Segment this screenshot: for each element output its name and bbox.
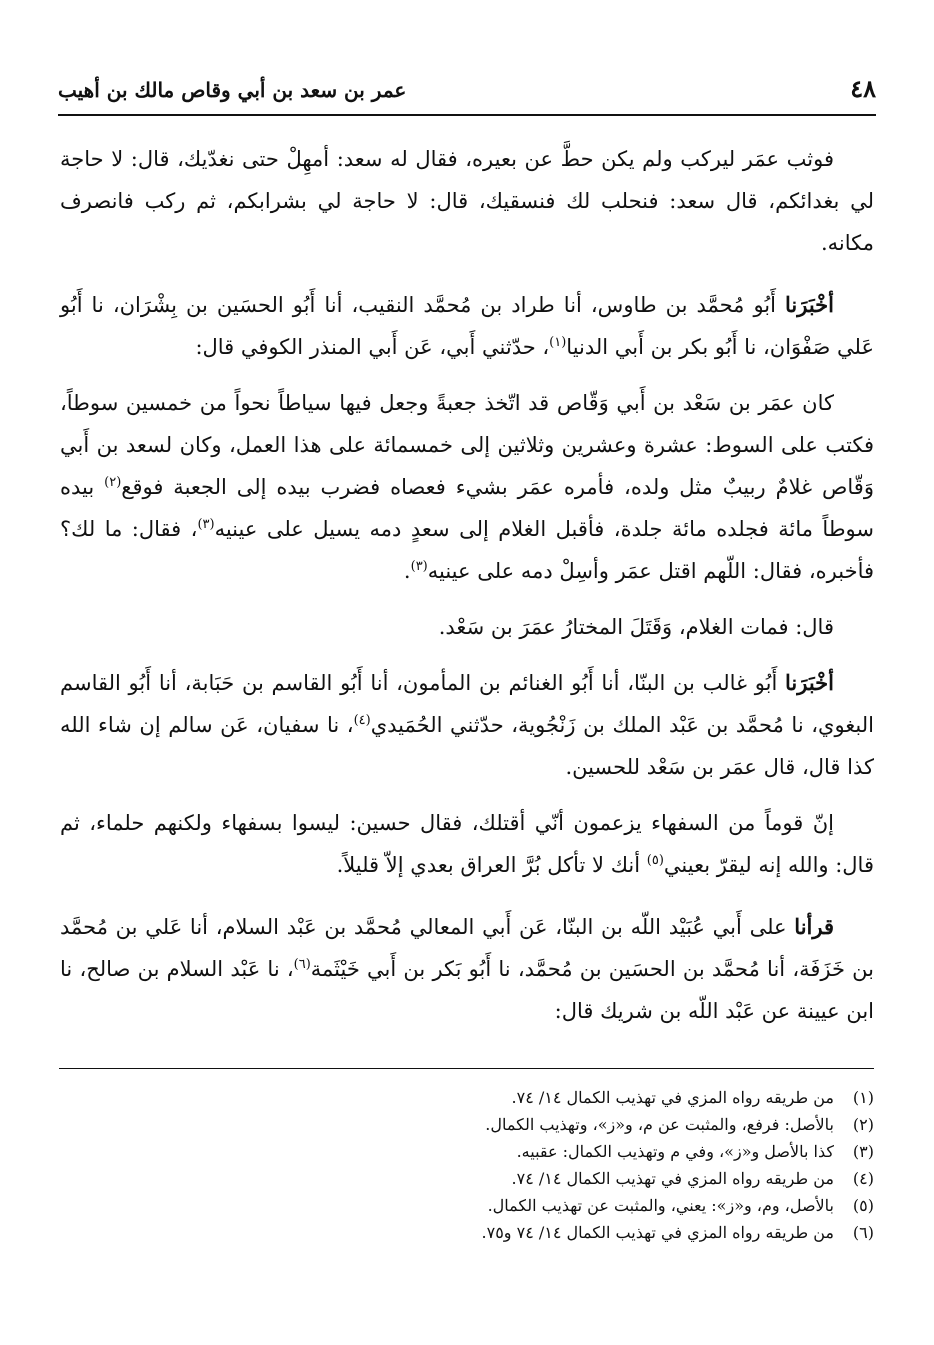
paragraph-lead-word: أخْبَرَنا xyxy=(785,292,834,317)
paragraph-text: أَبُو مُحمَّد بن طاوس، أنا طراد بن مُحمَّد النقيب، أنا أَبُو الحسَين بن بِشْرَان، نا أَبُو عَلي صَفْوَان، نا أَبُو بكر بن أَبي الدنيا xyxy=(60,293,874,359)
footnote-item xyxy=(60,1084,874,1111)
main-text xyxy=(60,138,874,1032)
footnote-item xyxy=(60,1219,874,1246)
footnote-ref: (٣) xyxy=(197,517,215,532)
footnote-number: (٣) xyxy=(852,1142,874,1161)
footnote-text: كذا بالأصل و«ز»، وفي م وتهذيب الكمال: عقبيه. xyxy=(516,1142,834,1161)
paragraph-text: بيده سوطاً مائة فجلده مائة جلدة، فأقبل الغلام إلى سعدٍ دمه يسيل على عينيه xyxy=(60,475,874,541)
footnote-ref: (٢) xyxy=(104,475,122,490)
footnote-number: (٦) xyxy=(852,1223,874,1242)
paragraph-2 xyxy=(60,284,874,368)
footnote-text: بالأصل، وم، و«ز»: يعني، والمثبت عن تهذيب الكمال. xyxy=(487,1196,834,1215)
paragraph-text: ، نا عَبْد السلام بن صالح، نا ابن عيينة عن عَبْد اللّه بن شريك قال: xyxy=(60,957,874,1023)
footnote-ref: (٣) xyxy=(410,559,428,574)
paragraph-text: على أَبي عُبَيْد اللّه بن البنّا، عَن أَبي المعالي مُحمَّد بن عَبْد السلام، أنا عَلي بن مُحمَّد بن خَزَفَة، أنا مُحمَّد بن الحسَين بن مُحمَّد، نا أَبُو بَكر بن أَبي خَيْثَمة xyxy=(60,915,874,981)
footnote-ref: (٥) xyxy=(646,853,664,868)
paragraph-text: ، فقال: ما لك؟ فأخبره، فقال: اللّهم اقتل عمَر وأسِلْ دمه على عينيه xyxy=(60,517,874,583)
paragraph-text: قال: فمات الغلام، وَقَتَلَ المختارُ عمَرَ بن سَعْد. xyxy=(438,615,834,639)
footnote-item xyxy=(60,1138,874,1165)
running-title: عمر بن سعد بن أبي وقاص مالك بن أهيب xyxy=(58,78,407,102)
footnote-text: بالأصل: فرفع، والمثبت عن م، و«ز»، وتهذيب الكمال. xyxy=(485,1115,834,1134)
paragraph-7 xyxy=(60,906,874,1032)
paragraph-text: كان عمَر بن سَعْد بن أَبي وَقّاص قد اتّخذ جعبةً وجعل فيها سياطاً نحواً من خمسين سوطاً، فكتب على السوط: عشرة وعشرين وثلاثين إلى خمسمائة على هذا العمل، وكان لسعد بن أَبي وَقّاص غلامٌ ربيبٌ مثل ولده، فأمره عمَر بشيء فعصاه فضرب بيده إلى الجعبة فوقع xyxy=(60,391,874,499)
paragraph-text: أَبُو غالب بن البنّا، أنا أَبُو الغنائم بن المأمون، أنا أَبُو القاسم بن حَبَابة، أنا أَبُو القاسم البغوي، نا مُحمَّد بن عَبْد الملك بن زَنْجُوية، حدّثني الحُمَيدي xyxy=(60,671,874,737)
paragraph-3 xyxy=(60,382,874,592)
footnote-ref: (١) xyxy=(549,335,567,350)
footnotes-list xyxy=(60,1084,874,1246)
footnote-text: من طريقه رواه المزي في تهذيب الكمال ١٤/ ٧٤. xyxy=(511,1169,834,1188)
footnote-text: من طريقه رواه المزي في تهذيب الكمال ١٤/ ٧٤ و٧٥. xyxy=(481,1223,834,1242)
footnote-text: من طريقه رواه المزي في تهذيب الكمال ١٤/ ٧٤. xyxy=(511,1088,834,1107)
footnote-number: (١) xyxy=(852,1088,874,1107)
paragraph-text: إنّ قوماً من السفهاء يزعمون أنّي أقتلك، فقال حسين: ليسوا بسفهاء ولكنهم حلماء، ثم قال: والله إنه ليقرّ بعيني xyxy=(60,811,874,877)
page-header xyxy=(58,70,876,116)
paragraph-text: ، حدّثني أَبي، عَن أَبي المنذر الكوفي قال: xyxy=(195,335,550,359)
footnote-number: (٢) xyxy=(852,1115,874,1134)
paragraph-text: ، نا سفيان، عَن سالم إن شاء الله كذا قال، قال عمَر بن سَعْد للحسين. xyxy=(60,713,874,779)
paragraph-4 xyxy=(60,606,874,648)
footnote-item xyxy=(60,1165,874,1192)
paragraph-text: . xyxy=(403,559,411,583)
paragraph-lead-word: قرأنا xyxy=(794,914,834,939)
paragraph-lead-word: أخْبَرَنا xyxy=(785,670,834,695)
footnote-item xyxy=(60,1111,874,1138)
page-number: ٤٨ xyxy=(850,74,876,103)
footnote-ref: (٦) xyxy=(293,957,311,972)
paragraph-text: أنك لا تأكل بُرَّ العراق بعدي إلاّ قليلاً. xyxy=(336,853,647,877)
footnote-ref: (٤) xyxy=(353,713,371,728)
paragraph-5 xyxy=(60,662,874,788)
paragraph-1 xyxy=(60,138,874,264)
footnote-divider xyxy=(59,1068,874,1069)
footnote-item xyxy=(60,1192,874,1219)
footnote-number: (٥) xyxy=(852,1196,874,1215)
paragraph-text: فوثب عمَر ليركب ولم يكن حطَّ عن بعيره، فقال له سعد: أمهِلْ حتى نغدّيك، قال: لا حاجة لي بغدائكم، قال سعد: فنحلب لك فنسقيك، قال: لا حاجة لي بشرابكم، ثم ركب فانصرف مكانه. xyxy=(60,147,874,255)
footnote-number: (٤) xyxy=(852,1169,874,1188)
paragraph-6 xyxy=(60,802,874,886)
